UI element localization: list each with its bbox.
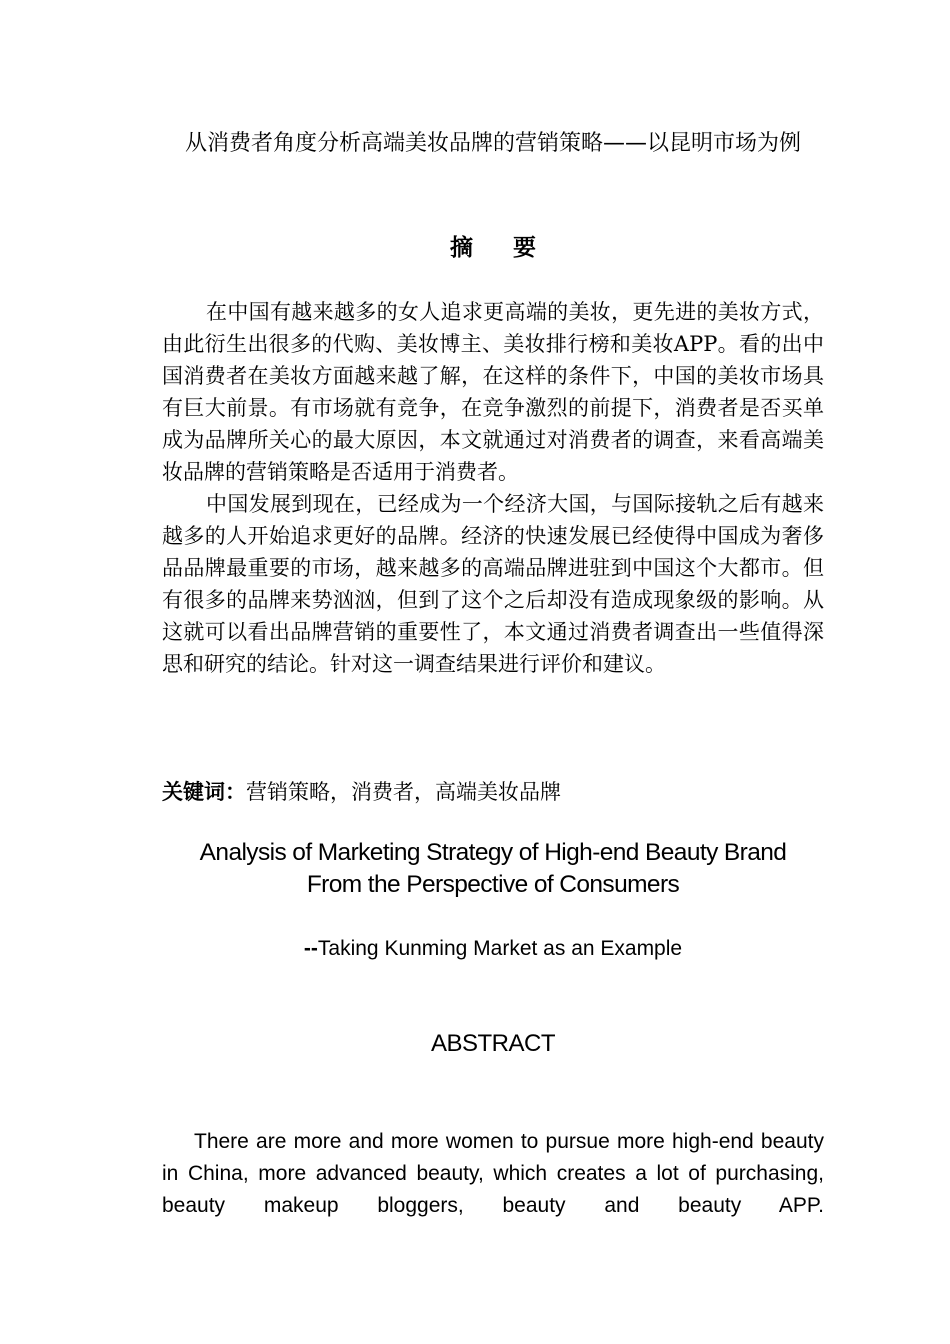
chinese-abstract-heading: 摘要 bbox=[450, 235, 576, 261]
english-title bbox=[148, 837, 838, 901]
keywords-value: 营销策略，消费者，高端美妆品牌 bbox=[246, 780, 561, 804]
chinese-abstract-body bbox=[162, 296, 824, 680]
english-abstract-body bbox=[162, 1126, 824, 1222]
chinese-title: 从消费者角度分析高端美妆品牌的营销策略——以昆明市场为例 bbox=[184, 131, 801, 156]
subtitle-text: Taking Kunming Market as an Example bbox=[317, 937, 683, 960]
document-page bbox=[162, 0, 824, 1344]
subtitle-dash: -- bbox=[303, 937, 318, 960]
english-abstract-heading: ABSTRACT bbox=[430, 1030, 555, 1057]
chinese-keywords bbox=[162, 776, 824, 808]
chinese-paragraph-2: 中国发展到现在，已经成为一个经济大国，与国际接轨之后有越来越多的人开始追求更好的品牌。经济的快速发展已经使得中国成为奢侈品品牌最重要的市场，越来越多的高端品牌进驻到中国这个大都市。但有很多的品牌来势汹汹，但到了这个之后却没有造成现象级的影响。从这就可以看出品牌营销的重要性了，本文通过消费者调查出一些值得深思和研究的结论。针对这一调查结果进行评价和建议。 bbox=[162, 492, 824, 676]
english-title-line-2: From the Perspective of Consumers bbox=[306, 871, 680, 898]
keywords-label: 关键词： bbox=[162, 780, 246, 804]
chinese-paragraph-1: 在中国有越来越多的女人追求更高端的美妆，更先进的美妆方式，由此衍生出很多的代购、美妆博主、美妆排行榜和美妆APP。看的出中国消费者在美妆方面越来越了解，在这样的条件下，中国的美妆市场具有巨大前景。有市场就有竞争，在竞争激烈的前提下，消费者是否买单成为品牌所关心的最大原因，本文就通过对消费者的调查，来看高端美妆品牌的营销策略是否适用于消费者。 bbox=[162, 300, 824, 484]
english-paragraph-1: There are more and more women to pursue more high-end beauty in China, more advanced beauty, which creates a lot of purchasing, beauty makeup bloggers, beauty and beauty APP. bbox=[162, 1130, 824, 1217]
english-title-line-1: Analysis of Marketing Strategy of High-end Beauty Brand bbox=[199, 839, 787, 866]
english-subtitle bbox=[162, 933, 824, 965]
